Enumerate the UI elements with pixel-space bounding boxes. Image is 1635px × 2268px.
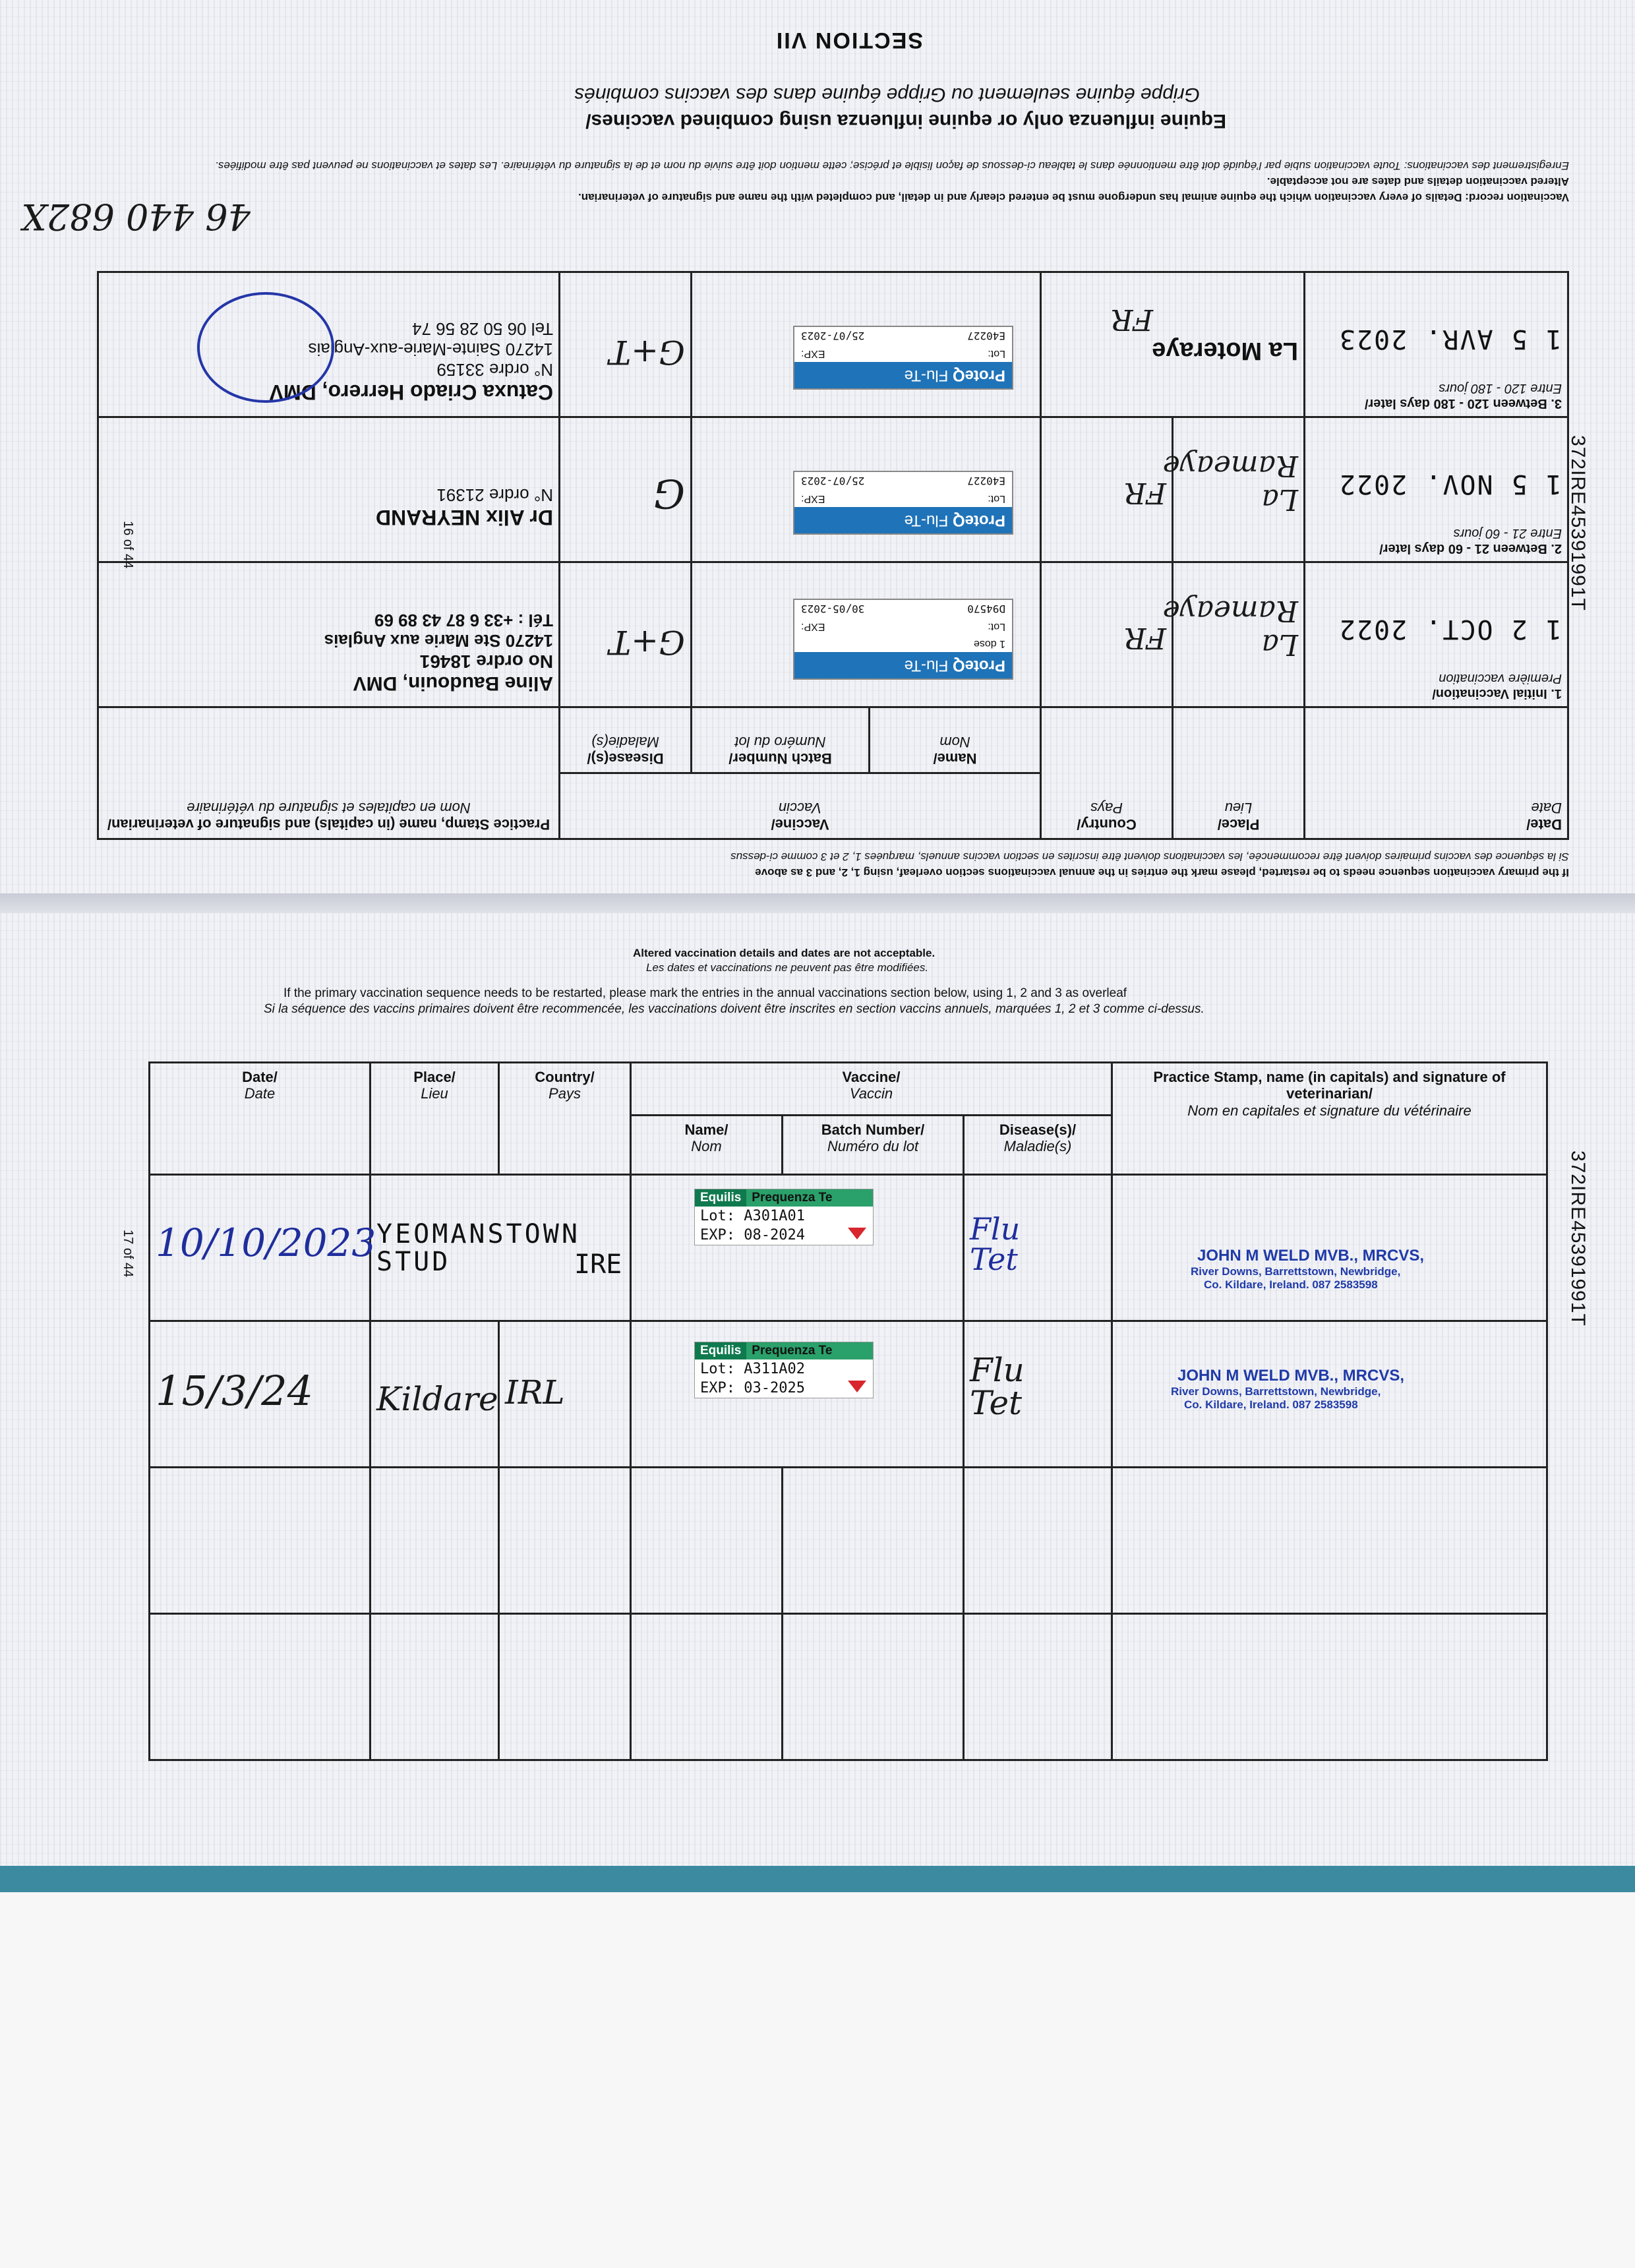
passport-id-side: 372IRE45391991T bbox=[1567, 1150, 1589, 1327]
table-header-row bbox=[98, 773, 1568, 839]
page-number: 17 of 44 bbox=[121, 1230, 135, 1278]
sticker-brand: ProteQ Flu-Te bbox=[794, 652, 1012, 678]
disease-handwritten: G+T bbox=[609, 333, 685, 371]
vaccine-sticker-equilis bbox=[694, 1189, 874, 1245]
vet-order: N° ordre 33159 bbox=[436, 360, 553, 380]
table-row-empty bbox=[150, 1614, 1547, 1760]
vet-name: JOHN M WELD MVB., MRCVS, bbox=[1177, 1367, 1405, 1385]
page-number: 16 of 44 bbox=[121, 521, 135, 569]
sticker-lot: Lot: A301A01 bbox=[700, 1208, 805, 1224]
vaccination-record-en: Vaccination record: Details of every vaccination which the equine animal has undergone must be entered clearly and in detail, and completed with the name and signature of veterinarian. bbox=[578, 191, 1569, 204]
disease-cell bbox=[964, 1321, 1112, 1468]
header-batch: Batch Number/ Numéro du lot bbox=[783, 1116, 964, 1175]
restart-note-fr: Si la séquence des vaccins primaires doivent être recommencée, les vaccinations doivent être inscrites en section vaccins annuels, marquées 1, 2 et 3 comme ci-dessus bbox=[730, 850, 1569, 863]
country-handwritten: IRL bbox=[505, 1373, 565, 1412]
table-row bbox=[150, 1175, 1547, 1321]
altered-note-fr: Les dates et vaccinations ne peuvent pas être modifiées. bbox=[646, 961, 929, 974]
empty-cell bbox=[631, 1614, 783, 1760]
row-label: 3. Between 120 - 180 days later/ bbox=[1364, 396, 1562, 411]
sticker-lot: Lot: A311A02 bbox=[700, 1361, 805, 1377]
vaccine-label-cell bbox=[692, 272, 1041, 417]
country-handwritten: FR bbox=[1124, 621, 1166, 655]
passport-cover-edge bbox=[0, 1866, 1635, 1892]
altered-note-en: Altered vaccination details and dates are not acceptable. bbox=[1266, 175, 1569, 188]
vet-stamp-cell bbox=[98, 562, 559, 707]
restart-note-en: If the primary vaccination sequence needs to be restarted, please mark the entries in the annual vaccinations section overleaf, using 1, 2, and 3 as above bbox=[755, 866, 1569, 879]
passport-id-side: 372IRE45391991T bbox=[1567, 435, 1589, 611]
vaccine-label-cell bbox=[631, 1175, 964, 1321]
sticker-brand: Equilis Prequenza Te bbox=[695, 1189, 873, 1207]
empty-cell bbox=[371, 1468, 499, 1614]
header-batch: Batch Number/ Numéro du lot bbox=[692, 707, 870, 773]
vet-address-2: Co. Kildare, Ireland. 087 2583598 bbox=[1204, 1278, 1378, 1291]
empty-cell bbox=[964, 1614, 1112, 1760]
section-title: SECTION VII bbox=[775, 28, 923, 53]
sticker-lot-exp: Lot: EXP: bbox=[801, 621, 1005, 632]
vet-address-1: River Downs, Barrettstown, Newbridge, bbox=[1171, 1385, 1381, 1398]
vet-name: Aline Baudouin, DMV bbox=[353, 672, 553, 694]
place-handwritten: La Rameaye bbox=[1162, 449, 1298, 516]
sticker-lot-values: E40227 25/07-2023 bbox=[801, 475, 1005, 487]
vet-phone: Tél : +33 6 87 43 89 69 bbox=[374, 611, 553, 630]
table-row bbox=[150, 1321, 1547, 1468]
country-cell bbox=[499, 1321, 631, 1468]
row-label: 2. Between 21 - 60 days later/ bbox=[1379, 541, 1562, 556]
vet-address: 14270 Ste Marie aux Anglais bbox=[324, 631, 553, 651]
place-stamp: La Moteraye bbox=[1152, 337, 1298, 365]
header-country: Country/ Pays bbox=[1041, 707, 1173, 839]
vet-address-1: River Downs, Barrettstown, Newbridge, bbox=[1191, 1265, 1401, 1278]
vaccine-sticker-proteq bbox=[793, 326, 1013, 390]
row-label: 1. Initial Vaccination/ bbox=[1432, 686, 1562, 701]
vet-name: JOHN M WELD MVB., MRCVS, bbox=[1197, 1247, 1425, 1265]
vet-stamp-cell bbox=[1112, 1175, 1547, 1321]
date-stamp: 1 5 NOV. 2022 bbox=[1338, 469, 1562, 499]
disease-handwritten: Flu Tet bbox=[970, 1351, 1025, 1422]
vet-name: Dr Alix NEYRAND bbox=[375, 506, 553, 529]
date-cell bbox=[1305, 562, 1568, 707]
disease-cell bbox=[559, 562, 691, 707]
sticker-brand: ProteQ Flu-Te bbox=[794, 507, 1012, 533]
vaccine-sticker-proteq bbox=[793, 599, 1013, 680]
disease-cell bbox=[559, 272, 691, 417]
place-stamp: YEOMANSTOWN STUD bbox=[376, 1219, 580, 1277]
row-label-fr: Entre 120 - 180 jours bbox=[1439, 381, 1562, 396]
date-cell bbox=[1305, 272, 1568, 417]
date-cell bbox=[150, 1321, 371, 1468]
table-row-empty bbox=[150, 1468, 1547, 1614]
disease-handwritten: G+T bbox=[609, 623, 685, 661]
vet-stamp-cell bbox=[1112, 1321, 1547, 1468]
place-cell bbox=[1041, 272, 1305, 417]
primary-vaccination-table bbox=[97, 271, 1569, 840]
header-disease: Disease(s)/ Maladie(s) bbox=[559, 707, 691, 773]
red-triangle-icon bbox=[848, 1381, 866, 1392]
empty-cell bbox=[783, 1614, 964, 1760]
sticker-lot-values: E40227 25/07-2023 bbox=[801, 330, 1005, 342]
section-subtitle-en: Equine influenza only or equine influenza using combined vaccines/ bbox=[585, 110, 1226, 132]
disease-cell bbox=[559, 417, 691, 562]
header-name: Name/ Nom bbox=[631, 1116, 783, 1175]
country-handwritten: FR bbox=[1124, 476, 1166, 510]
header-vaccine: Vaccine/ Vaccin bbox=[559, 773, 1040, 839]
country-cell bbox=[1041, 417, 1173, 562]
restart-note-en: If the primary vaccination sequence needs to be restarted, please mark the entries in the annual vaccinations section below, using 1, 2 and 3 as overleaf bbox=[283, 986, 1127, 1000]
country-stamp: IRE bbox=[574, 1249, 622, 1280]
passport-page-16 bbox=[0, 0, 1635, 903]
empty-cell bbox=[964, 1468, 1112, 1614]
vaccine-label-cell bbox=[631, 1321, 964, 1468]
signature-scribble bbox=[197, 292, 334, 403]
header-name: Name/ Nom bbox=[870, 707, 1041, 773]
row-label-fr: Entre 21 - 60 jours bbox=[1453, 526, 1562, 541]
vaccine-sticker-proteq bbox=[793, 471, 1013, 535]
table-row bbox=[98, 417, 1568, 562]
disease-cell bbox=[964, 1175, 1112, 1321]
date-stamp: 1 2 OCT. 2022 bbox=[1338, 614, 1562, 644]
vaccination-record-fr: Enregistrement des vaccinations: Toute vaccination subie par l’équidé doit être mentionnée dans le tableau ci-dessous de façon lisible et précise; cette mention doit être suivie du nom et de la signature du vétérinaire. Les dates et vaccinations ne peuvent pas être modifiées. bbox=[215, 160, 1569, 172]
place-cell bbox=[371, 1321, 499, 1468]
empty-cell bbox=[150, 1614, 371, 1760]
passport-page-17 bbox=[0, 913, 1635, 1872]
vet-stamp-cell bbox=[98, 272, 559, 417]
vet-address: 14270 Sainte-Marie-aux-Anglais bbox=[308, 340, 553, 359]
header-practice-stamp: Practice Stamp, name (in capitals) and signature of veterinarian/ Nom en capitales et signature du vétérinaire bbox=[1112, 1063, 1547, 1175]
header-place: Place/ Lieu bbox=[1173, 707, 1305, 839]
row-label-fr: Première vaccination bbox=[1439, 671, 1562, 686]
sticker-exp: EXP: 03-2025 bbox=[700, 1380, 805, 1396]
vet-name: Catuxa Criado Herrero, DMV bbox=[269, 380, 553, 404]
table-header-row bbox=[150, 1063, 1547, 1116]
disease-handwritten: Flu Tet bbox=[970, 1211, 1021, 1277]
vet-order: No ordre 18461 bbox=[419, 651, 553, 672]
sticker-lot-exp: Lot: EXP: bbox=[801, 348, 1005, 359]
table-row bbox=[98, 272, 1568, 417]
place-cell bbox=[1162, 417, 1305, 562]
date-stamp: 1 5 AVR. 2023 bbox=[1338, 324, 1562, 354]
empty-cell bbox=[499, 1468, 631, 1614]
header-date: Date/ Date bbox=[1305, 707, 1568, 839]
empty-cell bbox=[1112, 1614, 1547, 1760]
empty-cell bbox=[150, 1468, 371, 1614]
empty-cell bbox=[783, 1468, 964, 1614]
country-handwritten: FR bbox=[1111, 303, 1153, 336]
sticker-lot-exp: Lot: EXP: bbox=[801, 493, 1005, 504]
vaccine-label-cell bbox=[692, 562, 1041, 707]
vet-stamp-cell bbox=[98, 417, 559, 562]
table-row bbox=[98, 562, 1568, 707]
date-cell bbox=[1305, 417, 1568, 562]
sticker-brand: ProteQ Flu-Te bbox=[794, 362, 1012, 388]
vet-address-2: Co. Kildare, Ireland. 087 2583598 bbox=[1184, 1398, 1358, 1411]
handwritten-reference: 46 440 682X bbox=[21, 196, 251, 237]
sticker-brand: Equilis Prequenza Te bbox=[695, 1342, 873, 1359]
header-disease: Disease(s)/ Maladie(s) bbox=[964, 1116, 1112, 1175]
country-cell bbox=[1041, 562, 1173, 707]
header-vaccine: Vaccine/ Vaccin bbox=[631, 1063, 1112, 1116]
vet-order: N° ordre 21391 bbox=[436, 485, 553, 505]
empty-cell bbox=[371, 1614, 499, 1760]
sticker-dose: 1 dose bbox=[973, 638, 1005, 649]
header-country: Country/ Pays bbox=[499, 1063, 631, 1175]
empty-cell bbox=[631, 1468, 783, 1614]
vet-phone: Tel 06 50 28 56 74 bbox=[412, 319, 553, 339]
place-handwritten: La Rameaye bbox=[1162, 594, 1298, 661]
empty-cell bbox=[1112, 1468, 1547, 1614]
sticker-exp: EXP: 08-2024 bbox=[700, 1227, 805, 1243]
header-date: Date/ Date bbox=[150, 1063, 371, 1175]
sticker-lot-values: D94570 30/05-2023 bbox=[801, 603, 1005, 615]
restart-note-fr: Si la séquence des vaccins primaires doivent être recommencée, les vaccinations doivent être inscrites en section vaccins annuels, marquées 1, 2 et 3 comme ci-dessus. bbox=[264, 1002, 1204, 1016]
altered-note-en: Altered vaccination details and dates are not acceptable. bbox=[633, 947, 936, 959]
section-subtitle-fr: Grippe équine seulement ou Grippe équine dans des vaccins combinés bbox=[574, 84, 1200, 105]
place-cell bbox=[1162, 562, 1305, 707]
page-16-rotated-content bbox=[0, 0, 1635, 903]
vaccine-sticker-equilis bbox=[694, 1342, 874, 1398]
place-cell bbox=[371, 1175, 631, 1321]
header-place: Place/ Lieu bbox=[371, 1063, 499, 1175]
empty-cell bbox=[499, 1614, 631, 1760]
place-handwritten: Kildare bbox=[376, 1380, 498, 1418]
vaccine-label-cell bbox=[692, 417, 1041, 562]
scan-background bbox=[0, 1892, 1635, 2268]
date-handwritten: 15/3/24 bbox=[156, 1367, 314, 1415]
red-triangle-icon bbox=[848, 1228, 866, 1239]
date-handwritten: 10/10/2023 bbox=[156, 1220, 376, 1265]
annual-vaccination-table bbox=[148, 1061, 1548, 1761]
disease-handwritten: G bbox=[653, 470, 685, 516]
date-cell bbox=[150, 1175, 376, 1321]
header-practice-stamp: Practice Stamp, name (in capitals) and signature of veterinarian/ Nom en capitales et signature du vétérinaire bbox=[98, 707, 559, 839]
